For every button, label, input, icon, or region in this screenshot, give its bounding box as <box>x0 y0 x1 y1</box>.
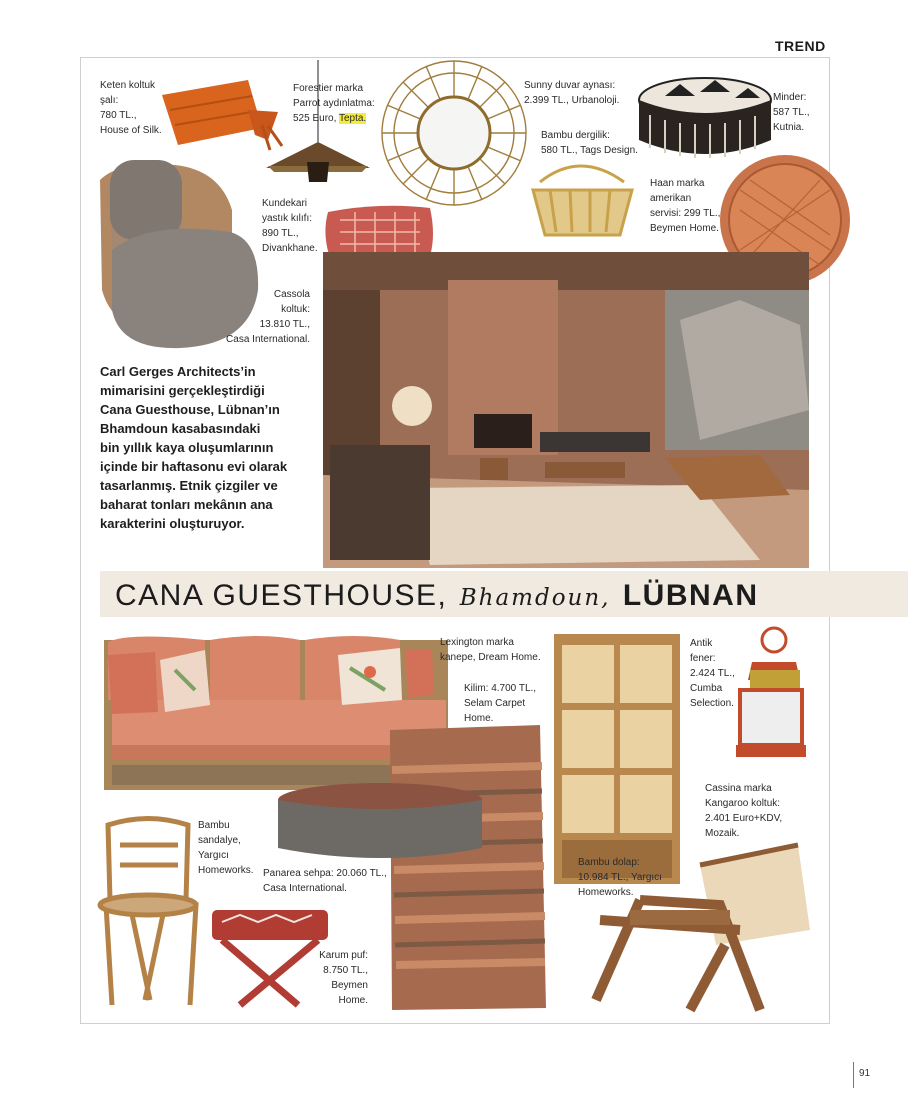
sofa-caption: Lexington marka kanepe, Dream Home. <box>440 637 541 663</box>
coffee-table-caption: Panarea sehpa: 20.060 TL., Casa International. <box>263 868 387 894</box>
magazine-rack-caption: Bambu dergilik: 580 TL., Tags Design. <box>541 130 638 156</box>
kundekari-cushion-image <box>325 206 433 260</box>
panarea-coffee-table-image <box>278 783 482 858</box>
lamp-brand-highlight: Tepta. <box>338 113 367 124</box>
pouf-caption: Minder: 587 TL., Kutnia. <box>773 92 810 133</box>
throw-caption: Keten koltuk şalı: 780 TL., House of Silk. <box>100 80 162 136</box>
bamboo-cabinet-image <box>554 634 680 884</box>
rug-caption: Kilim: 4.700 TL., Selam Carpet Home. <box>464 683 537 724</box>
tray-caption: Haan marka amerikan servisi: 299 TL., Beymen Home. <box>650 178 721 234</box>
armchair-caption: Cassola koltuk: 13.810 TL., Casa International. <box>226 289 310 345</box>
page-title: CANA GUESTHOUSE, Bhamdoun, LÜBNAN <box>115 579 759 612</box>
mirror-caption: Sunny duvar aynası: 2.399 TL., Urbanoloji. <box>524 80 620 106</box>
linen-throw-image <box>162 80 282 150</box>
section-label: TREND <box>775 38 826 54</box>
cabinet-caption: Bambu dolap: 10.984 TL., Yargıcı Homeworks. <box>578 857 662 898</box>
cushion-caption: Kundekari yastık kılıfı: 890 TL., Divankhane. <box>262 198 318 254</box>
lamp-caption: Forestier marka Parrot aydınlatma: 525 Euro, Tepta. <box>293 83 375 124</box>
bamboo-magazine-rack-image <box>533 166 632 235</box>
stool-caption: Karum puf: 8.750 TL., Beymen Home. <box>319 950 368 1006</box>
kilim-rug-image <box>390 725 546 1010</box>
guesthouse-interior-photo <box>323 252 809 568</box>
floor-cushion-image <box>639 78 771 158</box>
bamboo-chair-caption: Bambu sandalye, Yargıcı Homeworks. <box>198 820 254 876</box>
page-number-divider <box>853 1062 854 1088</box>
intro-paragraph: Carl Gerges Architects’in mimarisini gerçekleştirdiği Cana Guesthouse, Lübnan’ın Bhamdoun kasabasındaki bin yıllık kaya oluşumlarının içinde bir haftasonu evi olarak tasarlanmış. Etnik çizgiler ve baharat tonları mekânın ana karakterini oluşturuyor. <box>100 364 288 531</box>
lounge-chair-caption: Cassina marka Kangaroo koltuk: 2.401 Euro+KDV, Mozaik. <box>705 783 783 839</box>
lantern-caption: Antik fener: 2.424 TL., Cumba Selection. <box>690 638 735 709</box>
antique-lantern-image <box>736 628 806 757</box>
page-number: 91 <box>859 1068 871 1079</box>
sunburst-mirror-image <box>382 61 526 205</box>
bamboo-chair-image <box>100 819 196 1006</box>
